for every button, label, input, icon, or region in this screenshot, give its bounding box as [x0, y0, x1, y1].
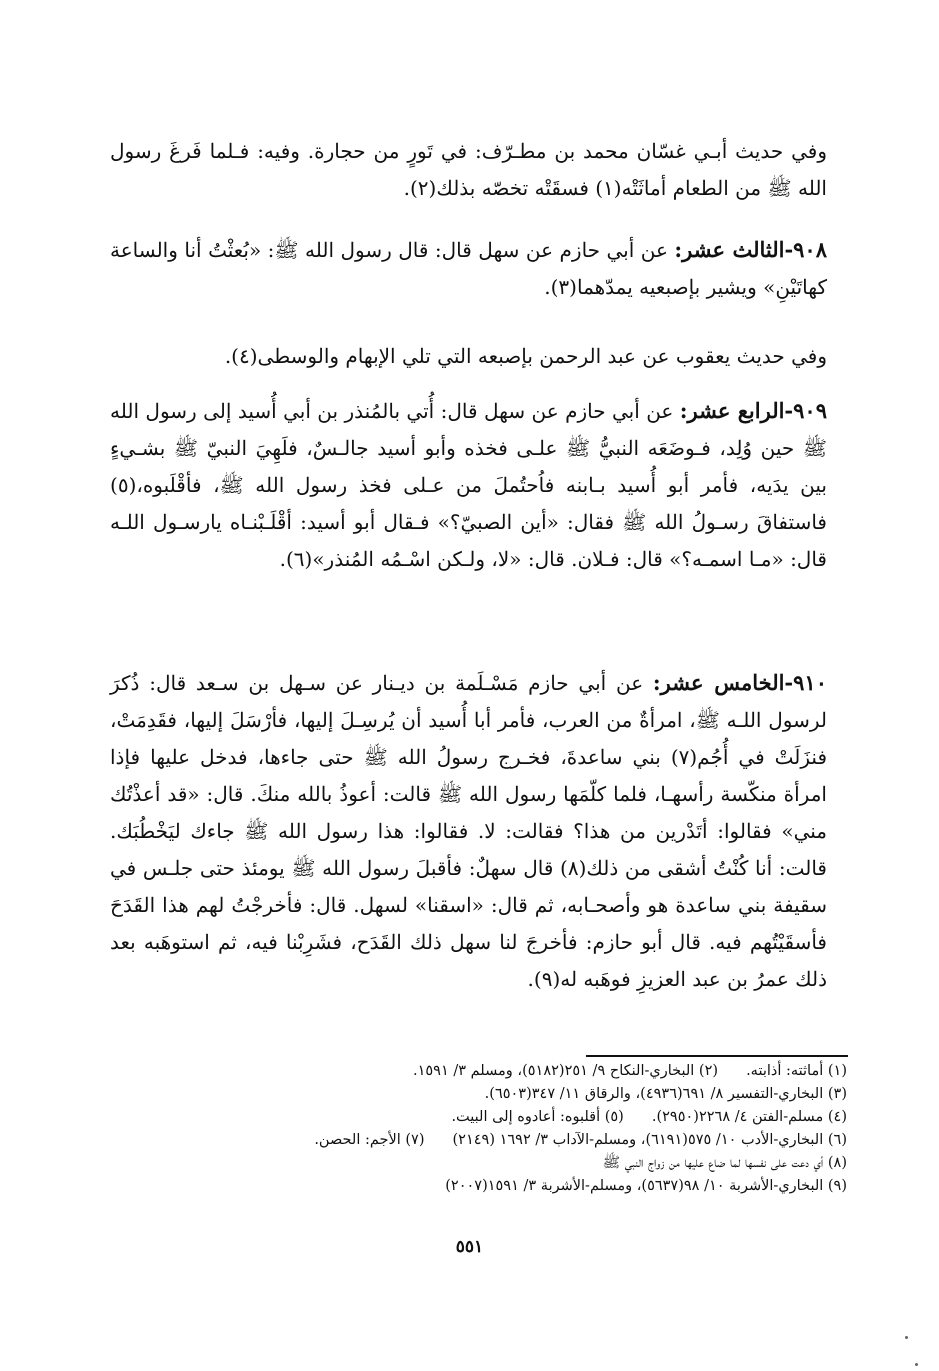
hadith-text: عن أبي حازم عن سهل قال: قال رسول الله ﷺ: «بُعثْتُ أنا والساعة كهاتَيْنِ» ويشير بإصبعيه يمدّهما(٣).: [110, 238, 827, 299]
footnote-row: [110, 1152, 847, 1175]
hadith-910: [110, 664, 827, 998]
footnote: (١) أماثته: أذابته.: [746, 1063, 847, 1079]
footnote-row: [110, 1083, 847, 1106]
hadith-number: ٩١٠-الخامس عشر:: [652, 670, 827, 695]
footnote-divider: [586, 1055, 848, 1057]
page-number: ٥٥١: [455, 1237, 484, 1257]
hadith-text: عن أبي حازم عن سهل قال: أُتي بالمُنذر بن أبي أُسيد إلى رسول الله ﷺ حين وُلِد، فـوضَعَه النبيُّ ﷺ علـى فخذه وأبو أسيد جالـسٌ، فلَهِيَ النبيّ ﷺ بشـيءٍ بين يدَيه، فأمر أبو أُسيد بـابنه فاُحتُملَ من عـلى فخذ رسول الله ﷺ، فأقْلَبوه،(٥) فاستفاقَ رسـولُ الله ﷺ فقال: «أين الصبيّ؟» فـقال أبو أسيد: أقْلَـبْنـاه يارسـول اللـه قال: «مـا اسمـه؟» قال: فـلان. قال: «لا، ولـكن اسْـمُه المُنذر»(٦).: [110, 399, 827, 571]
hadith-text: عن أبي حازم مَسْـلَمة بن ديـنار عن سـهل بن سـعد قال: ذُكرَ لرسول اللـه ﷺ، امرأةٌ من العرب، فأمر أبا أُسيد أن يُرسِـلَ إليها، فأرْسَلَ إليها، فقَدِمَتْ، فنزَلَتْ في أُجُم(٧) بني ساعدةَ، فخـرج رسولُ الله ﷺ حتى جاءها، فدخل عليها فإذا امرأة منكّسة رأسهـا، فلما كلّمَها رسول الله ﷺ قالت: أعوذُ بالله منكَ. قال: «قد أعذْتُك مني» فقالوا: أتَدْرين من هذا؟ فقالت: لا. فقالوا: هذا رسول الله ﷺ جاءك ليَخْطُبَك. قالت: أنا كُنْتُ أشقى من ذلك(٨) قال سهلٌ: فأقبلَ رسول الله ﷺ يومئذ حتى جلـس في سقيفة بني ساعدة هو وأصحـابه، ثم قال: «اسقنا» لسهل. قال: فأخرجْتُ لهم هذا القَدَحَ فأسقَيْتُهم فيه. قال أبو حازم: فأخرجَ لنا سهل ذلك القَدَح، فشَرِبْنا فيه، ثم استوهَبه بعد ذلك عمرُ بن عبد العزيزِ فوهَبه له(٩).: [110, 671, 828, 991]
footnote: (٢) البخاري-النكاح ٩/ ٢٥١(٥١٨٢)، ومسلم ٣/ ١٥٩١.: [412, 1063, 719, 1079]
hadith-number: ٩٠٩-الرابع عشر:: [679, 398, 827, 423]
footnote-row: [110, 1060, 847, 1083]
footnote: (٦) البخاري-الأدب ١٠/ ٥٧٥(٦١٩١)، ومسلم-الآداب ٣/ ١٦٩٢ (٢١٤٩): [452, 1132, 847, 1148]
footnote: (٩) البخاري-الأشربة ١٠/ ٩٨(٥٦٣٧)، ومسلم-الأشربة ٣/ ١٥٩١(٢٠٠٧): [445, 1178, 847, 1194]
paragraph-variant: وفي حديث يعقوب عن عبد الرحمن بإصبعه التي تلي الإبهام والوسطى(٤).: [224, 344, 827, 368]
paragraph-intro: وفي حديث أبـي غسّان محمد بن مطـرّف: في تَورٍ من حجارة. وفيه: فـلما فَرغَ رسول الله ﷺ من الطعام أماثَتْه(١) فسقَتْه تخصّه بذلك(٢).: [110, 139, 827, 200]
footnote: (٣) البخاري-التفسير ٨/ ٦٩١(٤٩٣٦)، والرقاق ١١/ ٣٤٧(٦٥٠٣).: [484, 1086, 847, 1102]
hadith-909: [110, 392, 827, 578]
footnote: (٨) أي دعت على نفسها لما ضاع عليها من زواج النبي ﷺ: [602, 1155, 847, 1171]
hadith-number: ٩٠٨-الثالث عشر:: [674, 237, 827, 262]
footnote: (٤) مسلم-الفتن ٤/ ٢٢٦٨(٢٩٥٠).: [651, 1109, 847, 1125]
footnote: (٥) أقلبوه: أعادوه إلى البيت.: [451, 1109, 624, 1125]
footnote: (٧) الأجم: الحصن.: [314, 1132, 425, 1148]
scan-speck: [905, 1336, 908, 1339]
footnotes: [110, 1060, 847, 1198]
scan-speck: [915, 1363, 918, 1366]
footnote-row: [110, 1106, 847, 1129]
hadith-908: [110, 231, 827, 306]
footnote-row: [110, 1129, 847, 1152]
footnote-row: [110, 1175, 847, 1198]
